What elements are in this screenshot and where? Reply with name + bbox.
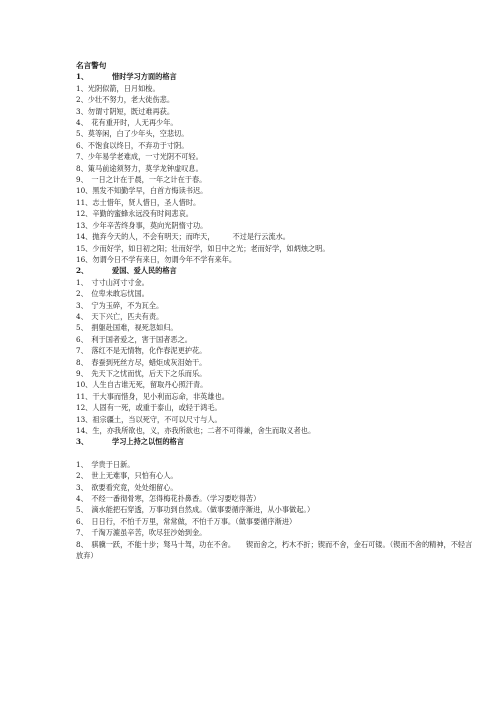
list-item: 12、人固有一死，或重于泰山，或轻于鸿毛。 (76, 403, 222, 413)
section-title: 惜时学习方面的格言 (112, 72, 177, 82)
spacer (76, 448, 476, 459)
list-item: 10、黑发不知勤学早，白首方悔读书迟。 (76, 186, 208, 196)
section-number: 1、 (76, 72, 89, 82)
list-item: 3、 欲要看究竟，处处细留心。 (76, 482, 178, 492)
section-heading-3 (76, 436, 476, 447)
list-item: 1、 学贵于日新。 (76, 459, 135, 469)
list-item: 4、 天下兴亡，匹夫有责。 (76, 311, 164, 321)
list-item: 3、勿谓寸阴短，既过难再获。 (76, 106, 175, 116)
list-item: 6、不饱食以终日，不弃功于寸阴。 (76, 140, 189, 150)
list-item: 13、祖宗疆土，当以死守，不可以尺寸与人。 (76, 414, 222, 424)
list-item: 2、少壮不努力，老大徒伤悲。 (76, 95, 175, 105)
list-item: 9、 先天下之忧而忧，后天下之乐而乐。 (76, 368, 207, 378)
document-content (76, 60, 476, 561)
section-heading-2 (76, 265, 476, 276)
section-number: 3、 (76, 437, 89, 447)
list-item: 5、莫等闲，白了少年头，空悲切。 (76, 129, 189, 139)
list-item: 8、策马前途须努力，莫学龙钟虚叹息。 (76, 163, 203, 173)
list-item: 7、 落红不是无情物，化作春泥更护花。 (76, 346, 207, 356)
list-item: 15、少而好学，如日初之阳；壮而好学，如日中之光；老而好学，如炳烛之明。 (76, 243, 330, 253)
list-item: 6、 利于国者爱之，害于国者恶之。 (76, 334, 192, 344)
list-item: 16、勿谓今日不学有来日，勿谓今年不学有来年。 (76, 254, 237, 264)
list-item: 8、 春蚕到死丝方尽，蜡炬成灰泪始干。 (76, 357, 207, 367)
list-item: 4、 不经一番彻骨寒，怎得梅花扑鼻香。（学习要吃得苦） (76, 494, 261, 504)
list-item: 11、干大事而惜身，见小利而忘命，非英雄也。 (76, 391, 229, 401)
list-item: 14、抛弃今天的人，不会有明天；而昨天， 不过是行云流水。 (76, 232, 290, 242)
list-item: 5、 捐躯赴国难，视死忽如归。 (76, 323, 178, 333)
list-item: 10、人生自古谁无死，留取丹心照汗青。 (76, 380, 208, 390)
section-number: 2、 (76, 266, 89, 276)
list-item: 1、 寸寸山河寸寸金。 (76, 277, 149, 287)
list-item: 7、少年易学老难成，一寸光阴不可轻。 (76, 152, 203, 162)
list-item: 6、 日日行，不怕千万里，常常做，不怕千万事。（做事要循序渐进） (76, 516, 297, 526)
section-title: 爱国、爱人民的格言 (112, 266, 177, 276)
list-item: 13、少年辛苦终身事，莫向光阴惰寸功。 (76, 220, 208, 230)
list-item: 5、 滴水能把石穿透，万事功到自然成。（做事要循序渐进，从小事做起。） (76, 505, 315, 515)
list-item: 11、志士惜年，贤人惜日，圣人惜时。 (76, 197, 201, 207)
document-title: 名言警句 (76, 61, 107, 70)
list-item: 14、生，亦我所欲也，义，亦我所欲也；二者不可得兼，舍生而取义者也。 (76, 426, 316, 435)
list-item: 7、 千淘万漉虽辛苦，吹尽狂沙始到金。 (76, 528, 207, 538)
list-item: 12、辛勤的蜜蜂永远没有时间悲哀。 (76, 209, 193, 219)
section-title: 学习上持之以恒的格言 (112, 437, 184, 447)
list-item: 3、 宁为玉碎，不为瓦全。 (76, 300, 164, 310)
list-item: 8、 骐骥一跃，不能十步；驽马十驾，功在不舍。 锲而舍之，朽木不折；锲而不舍，金石可镂。（锲而不舍的精神，不轻言放弃） (76, 539, 473, 561)
list-item: 4、 花有重开时，人无再少年。 (76, 118, 178, 128)
section-heading-1 (76, 71, 476, 82)
list-item: 9、 一日之计在于晨，一年之计在于春。 (76, 175, 207, 185)
list-item: 2、 位卑未敢忘忧国。 (76, 289, 149, 299)
list-item: 2、 世上无难事，只怕有心人。 (76, 471, 178, 481)
list-item: 1、光阴似箭，日月如梭。 (76, 83, 160, 93)
